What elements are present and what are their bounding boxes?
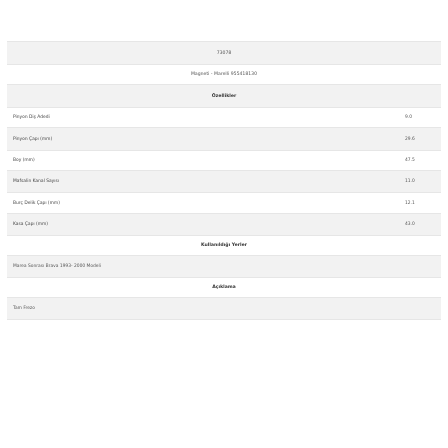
spec-value: 47.5 bbox=[405, 158, 415, 163]
spec-row bbox=[7, 193, 441, 214]
spec-row bbox=[7, 151, 441, 171]
spec-value: 29.6 bbox=[405, 136, 415, 142]
usage-heading-row bbox=[7, 236, 441, 256]
specs-heading: Özellikler bbox=[211, 93, 237, 99]
compatibility-text: Magneti - Marelli 955418130 bbox=[190, 72, 258, 77]
usage-item: Marea Sonrası Brava 1993- 2000 Modeli bbox=[13, 264, 101, 269]
spec-label: Burç Delik Çapı (mm) bbox=[13, 200, 60, 206]
description-row bbox=[7, 298, 441, 320]
spec-row bbox=[7, 171, 441, 193]
spec-label: Pinyon Çapı (mm) bbox=[13, 136, 53, 142]
spec-row bbox=[7, 108, 441, 128]
description-heading-row bbox=[7, 278, 441, 298]
spec-row bbox=[7, 214, 441, 236]
spec-label: Mafsalin Kanal Sayısı bbox=[13, 179, 60, 184]
product-code: 73078 bbox=[216, 50, 232, 56]
description-heading: Açıklama bbox=[212, 285, 236, 290]
spec-value: 12.1 bbox=[405, 200, 415, 206]
usage-item-row bbox=[7, 256, 441, 278]
compatibility-row bbox=[7, 65, 441, 85]
spec-row bbox=[7, 128, 441, 151]
product-spec-table bbox=[7, 41, 441, 320]
spec-label: Kasa Çapı (mm) bbox=[13, 222, 49, 227]
spec-label: Boy (mm) bbox=[13, 158, 35, 163]
product-code-row bbox=[7, 41, 441, 65]
description-text: Tam Frezo bbox=[13, 306, 35, 311]
spec-value: 43.0 bbox=[405, 222, 415, 227]
usage-heading: Kullanıldığı Yerler bbox=[201, 243, 247, 248]
spec-value: 11.0 bbox=[405, 179, 415, 184]
spec-value: 9.0 bbox=[405, 115, 412, 120]
spec-label: Pinyon Diş Adedi bbox=[13, 115, 50, 120]
specs-heading-row bbox=[7, 85, 441, 108]
